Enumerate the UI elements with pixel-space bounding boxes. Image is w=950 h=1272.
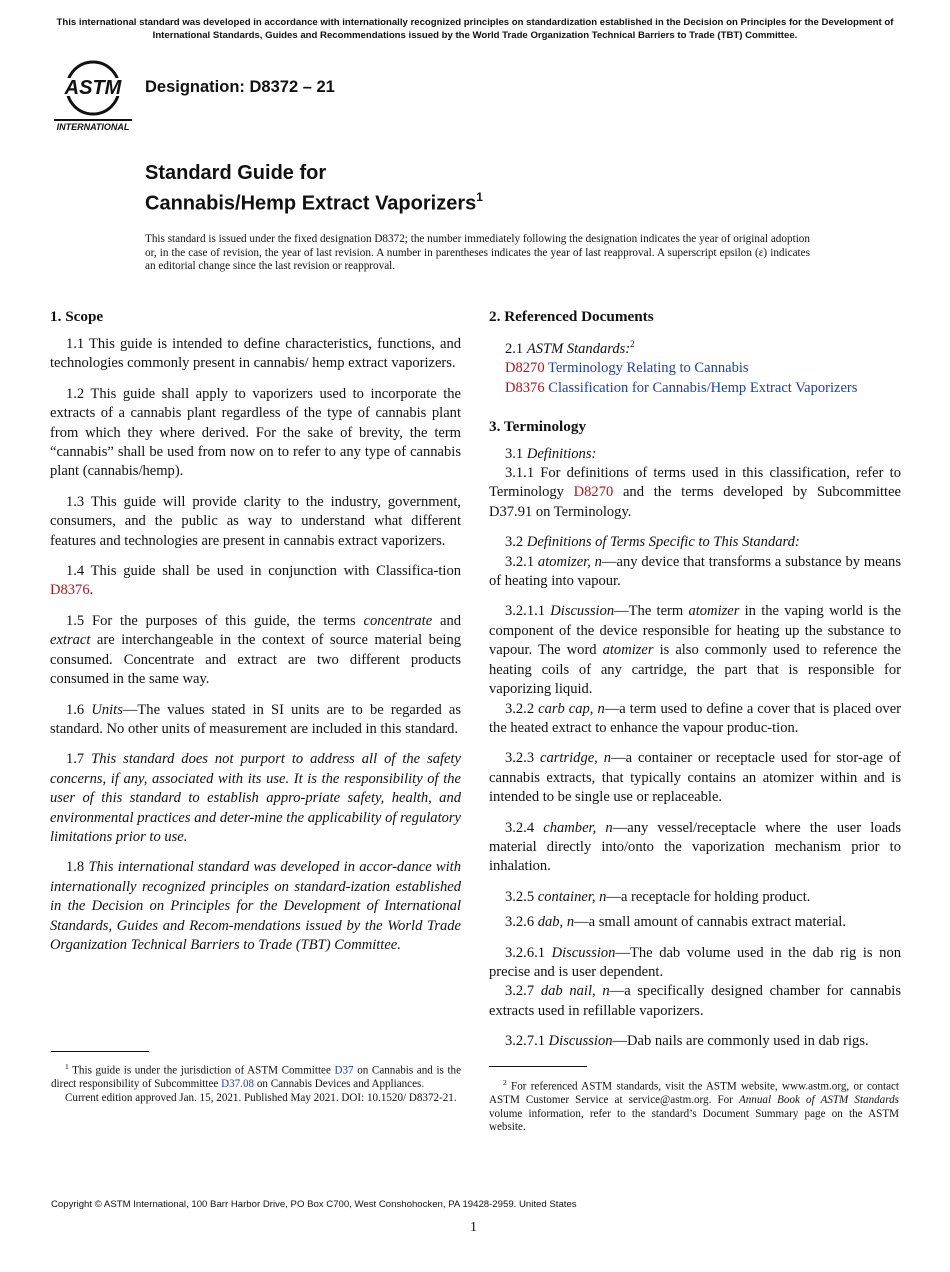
reference-item: [489, 359, 901, 379]
section-heading-terminology: 3. Terminology: [489, 417, 587, 435]
definition-carb-cap: 3.2.2 carb cap, n—a term used to define a cover that is placed over the heated extract to enhance the vapour produc-tion.: [489, 700, 902, 736]
footnote-1-current-edition: Current edition approved Jan. 15, 2021. Published May 2021. DOI: 10.1520/ D8372-21.: [65, 1091, 457, 1104]
definition-container: 3.2.5 container, n—a receptacle for holding product.: [505, 888, 811, 905]
astm-logo: [52, 58, 134, 134]
link-d8376-title[interactable]: Classification for Cannabis/Hemp Extract Vaporizers: [548, 380, 858, 397]
footnote-rule-left: [51, 1051, 149, 1052]
right-column: [489, 307, 901, 1058]
tbt-notice: This international standard was developed in accordance with internationally recognized principles on standardization established in the Decision on Principles for the Development of International Standards, Guides and Recommendations issued by the World Trade Organization Technical Barriers to Trade (TBT) Committee.: [56, 17, 894, 41]
paragraph-1-2: 1.2 This guide shall apply to vaporizers used to incorporate the extracts of a cannabis plant regardless of the type of cannabis plant from which they where derived. For the sake of brevity, the term “cannabis” shall be used from now on to refer to any type of cannabis plant (cannabis/hemp).: [50, 385, 461, 480]
paragraph-1-8: 1.8 This international standard was developed in accor-dance with internationally recognized principles on standard-ization established in the Decision on Principles for the Development of International Standards, Guides and Recom-mendations issued by the World Trade Organization Technical Barriers to Trade (TBT) Committee.: [50, 859, 462, 953]
page-number: 1: [470, 1220, 477, 1235]
document-title: [145, 161, 483, 217]
astm-logo-letters: ASTM: [64, 77, 122, 99]
copyright: Copyright © ASTM International, 100 Barr Harbor Drive, PO Box C700, West Conshohocken, PA 19428-2959. United States: [51, 1199, 577, 1210]
link-d8270-inline[interactable]: D8270: [573, 484, 614, 501]
footnote-rule-right: [489, 1066, 587, 1067]
paragraph-3-2: 3.2 Definitions of Terms Specific to This Standard:: [505, 534, 800, 551]
reference-item: [489, 379, 901, 399]
paragraph-3-1: 3.1 Definitions:: [505, 445, 597, 462]
link-d8270[interactable]: D8270: [505, 360, 545, 377]
title-line-2: [145, 186, 483, 217]
footnote-mark-2[interactable]: 2: [630, 339, 635, 349]
footnote-1-text: $^1$ This guide is under the jurisdiction of ASTM Committee D37 on Cannabis and is the direct responsibility of Subcommittee D37.08 on Cannabis Devices and Appliances.: [51, 1062, 461, 1091]
referenced-subheading: 2.1 ASTM Standards:$^2$: [505, 339, 635, 357]
link-d8376[interactable]: D8376: [50, 582, 90, 599]
designation: Designation: D8372 – 21: [145, 78, 335, 96]
paragraph-1-7: 1.7 This standard does not purport to address all of the safety concerns, if any, associated with its use. It is the responsibility of the user of this standard to establish appro-priate safety, health, and environmental practices and deter-mine the applicability of regulatory limitations prior to use.: [50, 751, 461, 845]
paragraph-1-6: 1.6 Units—The values stated in SI units are to be regarded as standard. No other units of measurement are included in this standard.: [50, 701, 461, 737]
discussion-dab-nail: 3.2.7.1 Discussion—Dab nails are commonly used in dab rigs.: [505, 1033, 869, 1050]
title-line-2-text: Cannabis/Hemp Extract Vaporizers: [145, 192, 477, 215]
discussion-atomizer: 3.2.1.1 Discussion—The term atomizer in the vaping world is the component of the device responsible for heating up the substance to vapour. The word atomizer is also commonly used to reference the heating coils of any cartridge, the part that is responsible for vaporizing liquid.: [489, 603, 902, 698]
discussion-dab: 3.2.6.1 Discussion—The dab volume used in the dab rig is non precise and is user dependent.: [489, 944, 901, 980]
link-d8376-ref[interactable]: D8376: [505, 380, 545, 397]
link-d37-08[interactable]: D37.08: [221, 1078, 255, 1091]
definition-cartridge: 3.2.3 cartridge, n—a container or receptacle used for stor-age of cannabis extracts, that typically contains an atomizer within and is intended to be single use or replaceable.: [489, 750, 901, 806]
footnote-2: [489, 1076, 899, 1135]
paragraph-1-3: 1.3 This guide will provide clarity to the industry, government, consumers, and the public as way to understand what different features and technologies are present in cannabis extract vaporizers.: [50, 493, 461, 549]
footnote-1: [51, 1060, 461, 1105]
definition-dab: 3.2.6 dab, n—a small amount of cannabis extract material.: [505, 914, 846, 931]
footnote-2-text: $^2$ For referenced ASTM standards, visit the ASTM website, www.astm.org, or contact ASTM Customer Service at service@astm.org. For Annual Book of ASTM Standards volume information, refer to the standard’s Document Summary page on the ASTM website.: [489, 1078, 899, 1134]
astm-logo-subtext: INTERNATIONAL: [56, 122, 130, 132]
title-line-1: Standard Guide for: [145, 162, 327, 184]
link-d37[interactable]: D37: [334, 1064, 354, 1077]
title-footnote-mark[interactable]: 1: [476, 190, 483, 204]
paragraph-1-4-text: 1.4 This guide shall be used in conjunction with Classifica-tion: [66, 563, 461, 580]
definition-atomizer: 3.2.1 atomizer, n—any device that transforms a substance by means of heating into vapour.: [489, 553, 901, 590]
paragraph-1-4: 1.4 This guide shall be used in conjunction with Classifica-tion D8376.: [50, 563, 461, 599]
definition-chamber: 3.2.4 chamber, n—any vessel/receptacle where the user loads material directly into/onto the vaporization mechanism prior to inhalation.: [489, 819, 901, 875]
issue-note: This standard is issued under the fixed designation D8372; the number immediately following the designation indicates the year of original adoption or, in the case of revision, the year of last revision. A number in parentheses indicates the year of last reapproval. A superscript epsilon (ε) indicates an editorial change since the last revision or reapproval.: [145, 233, 810, 273]
section-heading-scope: 1. Scope: [50, 308, 104, 325]
link-d8270-title[interactable]: Terminology Relating to Cannabis: [547, 360, 749, 377]
section-heading-referenced: 2. Referenced Documents: [489, 308, 654, 325]
paragraph-3-1-1: 3.1.1 For definitions of terms used in this classification, refer to Terminology D8270 and the terms developed by Subcommittee D37.91 on Terminology.: [489, 465, 901, 520]
left-column: [50, 307, 461, 961]
definition-dab-nail: 3.2.7 dab nail, n—a specifically designed chamber for cannabis extracts used in refillable vaporizers.: [489, 983, 901, 1019]
paragraph-1-1: 1.1 This guide is intended to define characteristics, functions, and technologies commonly present in cannabis/ hemp extract vaporizers.: [50, 336, 461, 372]
paragraph-1-5: 1.5 For the purposes of this guide, the terms concentrate and extract are interchangeable in the context of source material being consumed. Concentrate and extract are two different products consumed in the same way.: [50, 612, 462, 688]
